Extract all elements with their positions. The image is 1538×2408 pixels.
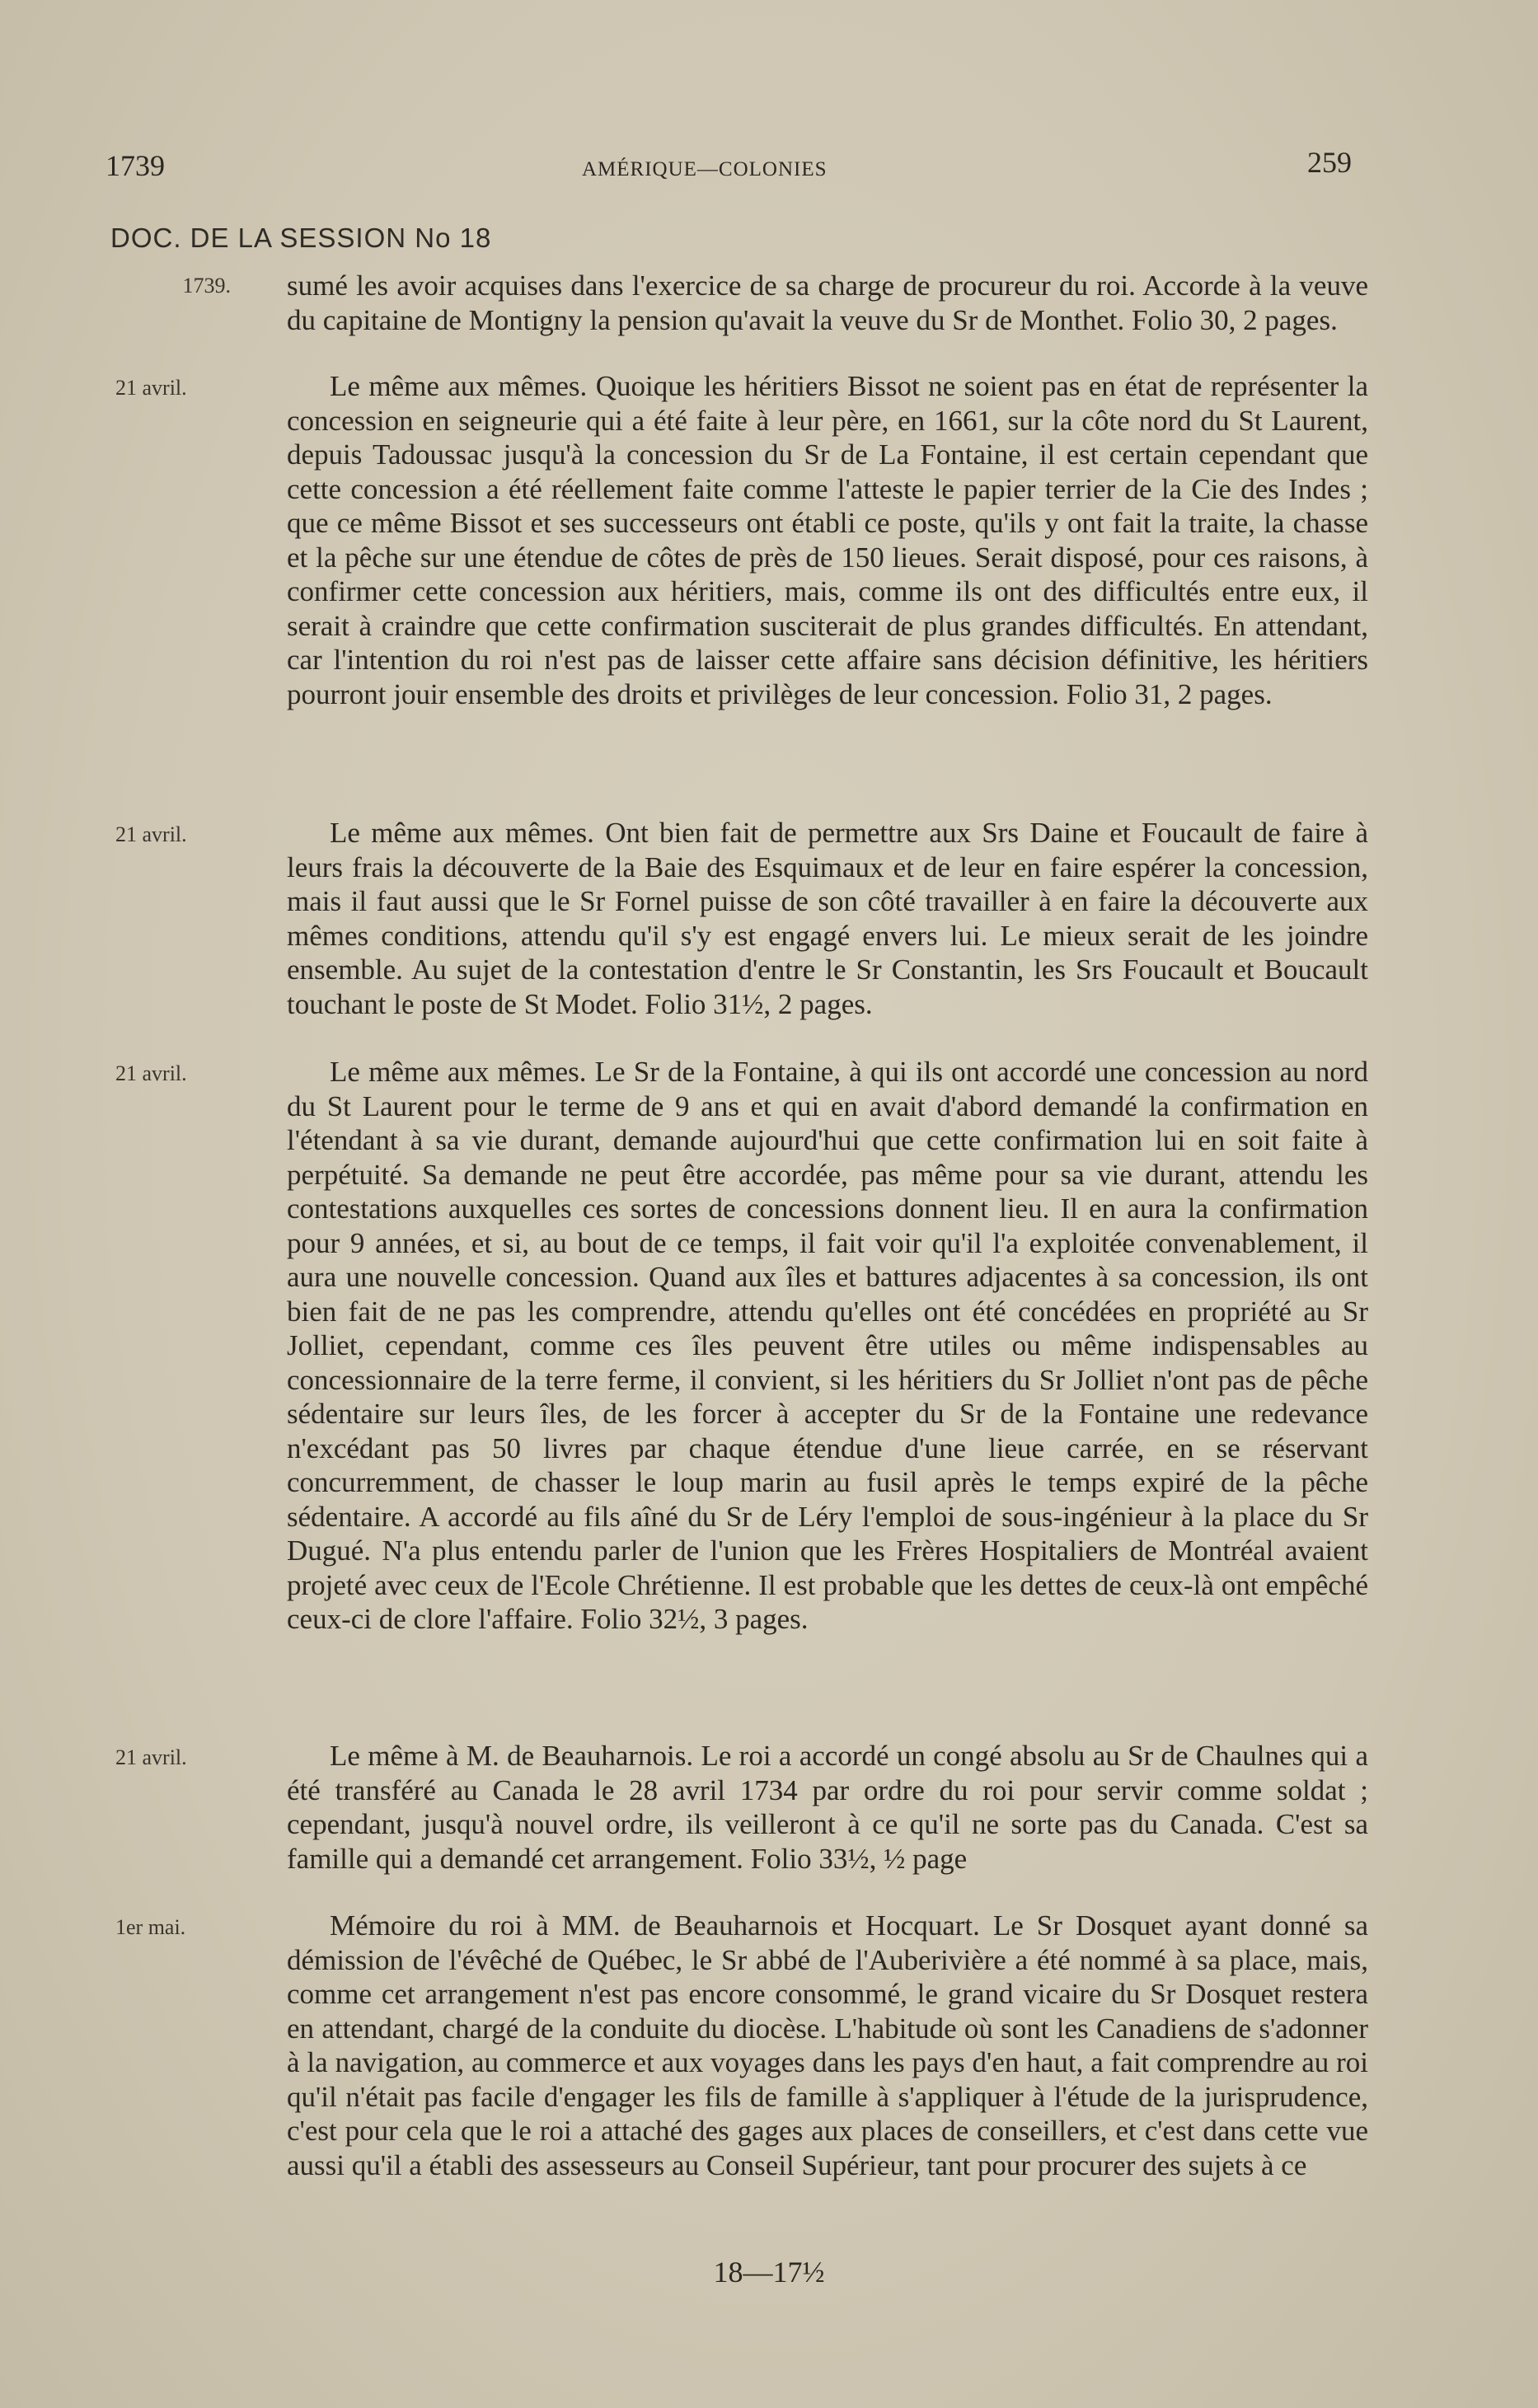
- header-title: AMÉRIQUE—COLONIES: [582, 158, 828, 180]
- entry-text: Le même aux mêmes. Le Sr de la Fontaine, à qui ils ont accordé une concession au nord du St Laurent pour le terme de 9 ans et qui en avait d'abord demandé la confirmation en l'étendant à sa vie durant, demande aujourd'hui que cette confirmation lui en soit faite à perpétuité. Sa demande ne peut être accordée, pas même pour sa vie durant, attendu les contestations auxquelles ces sortes de concessions donnent lieu. Il en aura la confirmation pour 9 années, et si, au bout de ce temps, il fait voir qu'il l'a exploitée convenablement, il aura une nouvelle concession. Quand aux îles et battures adjacentes à sa concession, ils ont bien fait de ne pas les comprendre, attendu qu'elles ont été concédées en propriété au Sr Jolliet, cependant, comme ces îles peuvent être utiles ou même indispensables au concessionnaire de la terre ferme, il convient, si les héritiers du Sr Jolliet n'ont pas de pêche sédentaire sur leurs îles, de les forcer à accepter du Sr de la Fontaine une redevance n'excédant pas 50 livres par chaque étendue d'une lieue carrée, en se réservant concurremment, de chasser le loup marin au fusil après le temps expiré de la pêche sédentaire. A accordé au fils aîné du Sr de Léry l'emploi de sous-ingénieur à la place du Sr Dugué. N'a plus entendu parler de l'union que les Frères Hospitaliers de Montréal avaient projeté avec ceux de l'Ecole Chrétienne. Il est probable que les dettes de ceux-là ont empêché ceux-ci de clore l'affaire. Folio 32½, 3 pages.: [287, 1056, 1368, 1635]
- session-heading: DOC. DE LA SESSION No 18: [110, 223, 492, 253]
- entry-date: 21 avril.: [115, 1745, 187, 1769]
- header-year: 1739: [106, 149, 165, 182]
- entry-date: 21 avril.: [115, 822, 187, 846]
- entry-text: Le même à M. de Beauharnois. Le roi a accordé un congé absolu au Sr de Chaulnes qui a été transféré au Canada le 28 avril 1734 par ordre du roi pour servir comme soldat ; cependant, jusqu'à nouvel ordre, ils veilleront à ce qu'il ne sorte pas du Canada. C'est sa famille qui a demandé cet arrangement. Folio 33½, ½ page: [287, 1740, 1368, 1875]
- entry-date: 21 avril.: [115, 376, 187, 400]
- entry-date: 1739.: [182, 274, 231, 297]
- signature-mark: 18—17½: [713, 2256, 825, 2289]
- page-number: 259: [1307, 146, 1352, 179]
- entry-text: Mémoire du roi à MM. de Beauharnois et Hocquart. Le Sr Dosquet ayant donné sa démission de l'évêché de Québec, le Sr abbé de l'Auberivière a été nommé à sa place, mais, comme cet arrangement n'est pas encore consommé, le grand vicaire du Sr Dosquet restera en attendant, chargé de la conduite du diocèse. L'habitude où sont les Canadiens de s'adonner à la navigation, au commerce et aux voyages dans les pays d'en haut, a fait comprendre au roi qu'il n'était pas facile d'engager les fils de famille à s'appliquer à l'étude de la jurisprudence, c'est pour cela que le roi a attaché des gages aux places de conseillers, et c'est dans cette vue aussi qu'il a établi des assesseurs au Conseil Supérieur, tant pour procurer des sujets à ce: [287, 1909, 1368, 2181]
- entry-date: 1er mai.: [115, 1915, 186, 1939]
- entry-date: 21 avril.: [115, 1061, 187, 1085]
- entry-text: sumé les avoir acquises dans l'exercice de sa charge de procureur du roi. Accorde à la veuve du capitaine de Montigny la pension qu'avait la veuve du Sr de Monthet. Folio 30, 2 pages.: [287, 269, 1368, 336]
- entry-text: Le même aux mêmes. Ont bien fait de permettre aux Srs Daine et Foucault de faire à leurs frais la découverte de la Baie des Esquimaux et de leur en faire espérer la concession, mais il faut aussi que le Sr Fornel puisse de son côté travailler à en faire la découverte aux mêmes conditions, attendu qu'il s'y est engagé envers lui. Le mieux serait de les joindre ensemble. Au sujet de la contestation d'entre le Sr Constantin, les Srs Foucault et Boucault touchant le poste de St Modet. Folio 31½, 2 pages.: [287, 817, 1368, 1020]
- entry-text: Le même aux mêmes. Quoique les héritiers Bissot ne soient pas en état de représenter la concession en seigneurie qui a été faite à leur père, en 1661, sur la côte nord du St Laurent, depuis Tadoussac jusqu'à la concession du Sr de La Fontaine, il est certain cependant que cette concession a été réellement faite comme l'atteste le papier terrier de la Cie des Indes ; que ce même Bissot et ses successeurs ont établi ce poste, qu'ils y ont fait la traite, la chasse et la pêche sur une étendue de côtes de près de 150 lieues. Serait disposé, pour ces raisons, à confirmer cette concession aux héritiers, mais, comme ils ont des difficultés entre eux, il serait à craindre que cette confirmation susciterait de plus grandes difficultés. En attendant, car l'intention du roi n'est pas de laisser cette affaire sans décision définitive, les héritiers pourront jouir ensemble des droits et privilèges de leur concession. Folio 31, 2 pages.: [287, 370, 1368, 710]
